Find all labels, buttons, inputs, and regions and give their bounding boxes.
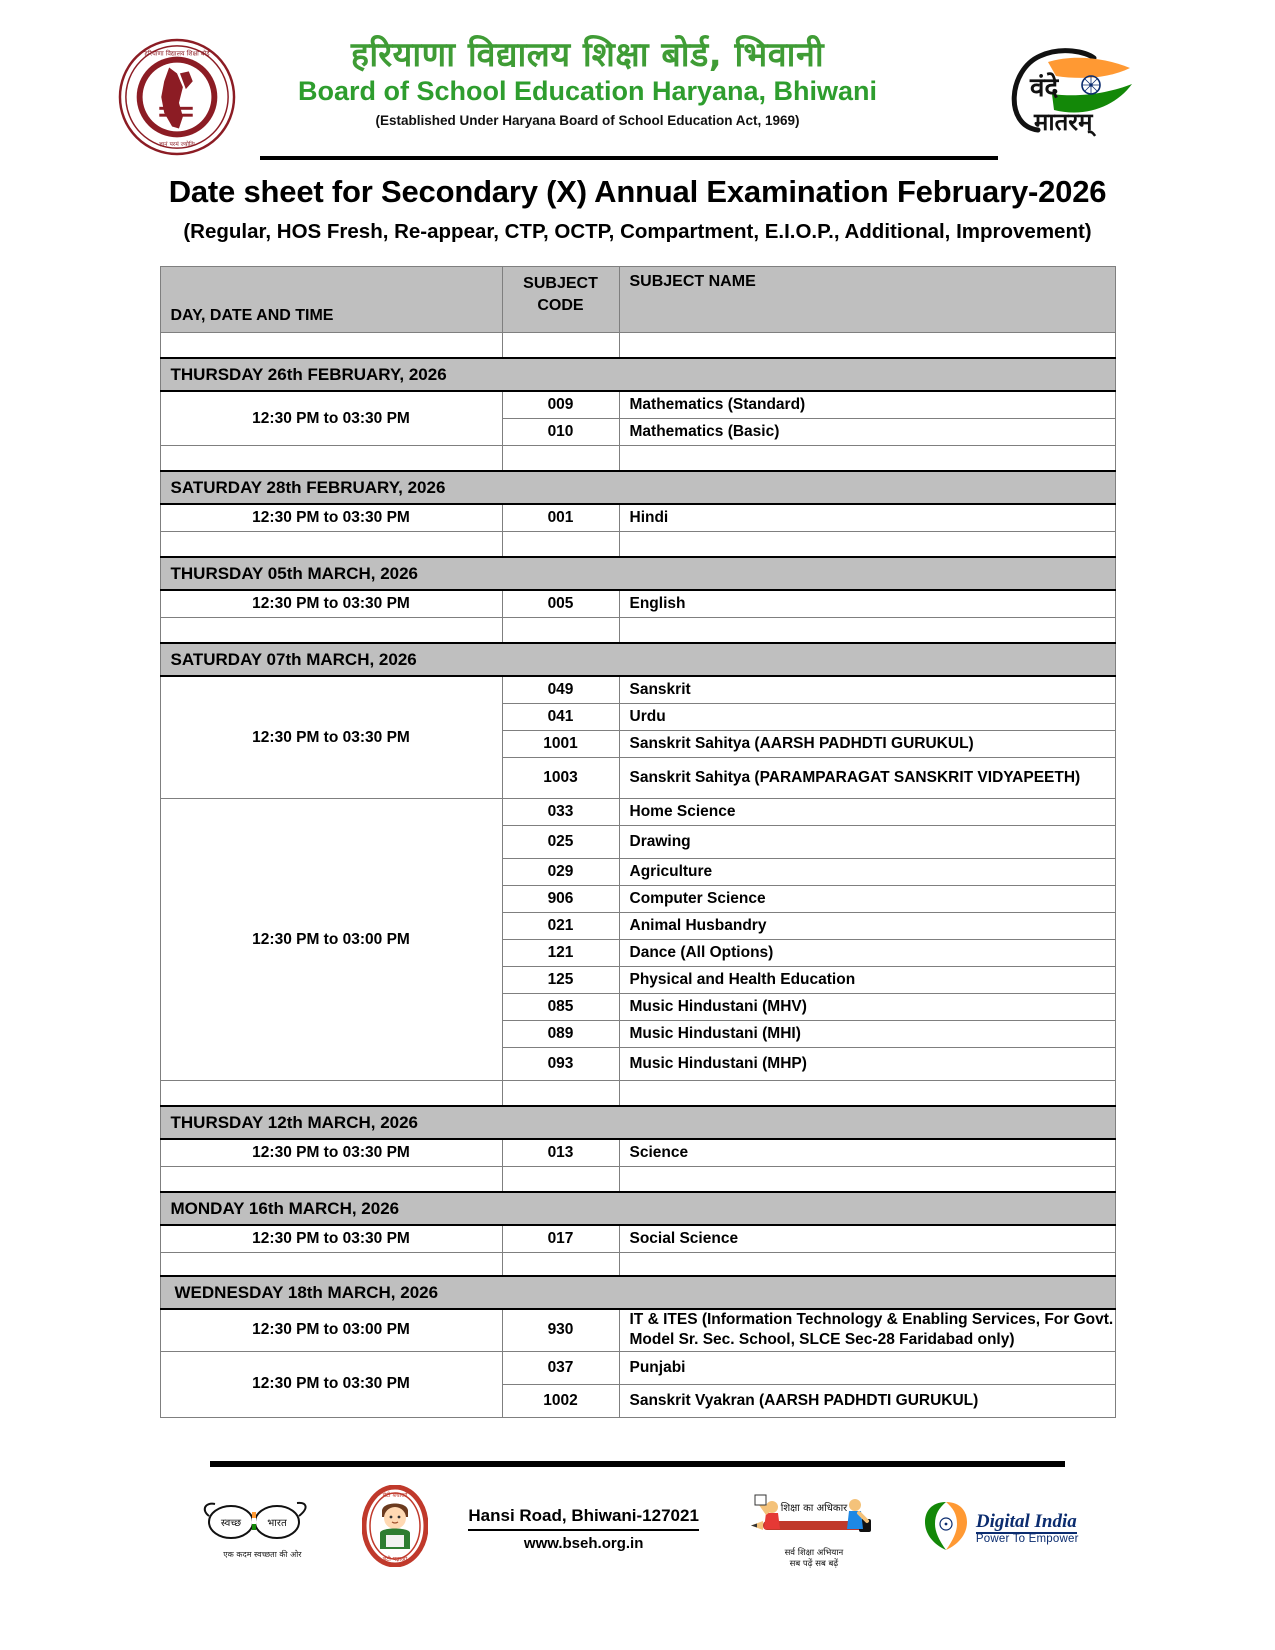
spacer-cell bbox=[502, 1081, 619, 1107]
subject-name: Music Hindustani (MHI) bbox=[619, 1021, 1115, 1048]
exam-time: 12:30 PM to 03:30 PM bbox=[160, 504, 502, 532]
table-row bbox=[160, 676, 1115, 704]
svg-text:वंदे: वंदे bbox=[1029, 73, 1058, 103]
subject-name: Music Hindustani (MHV) bbox=[619, 994, 1115, 1021]
table-row bbox=[160, 391, 1115, 419]
footer-divider bbox=[210, 1461, 1065, 1467]
subject-name: Dance (All Options) bbox=[619, 940, 1115, 967]
subject-name: Sanskrit Vyakran (AARSH PADHDTI GURUKUL) bbox=[619, 1384, 1115, 1417]
subject-name: Mathematics (Basic) bbox=[619, 419, 1115, 446]
subject-code: 089 bbox=[502, 1021, 619, 1048]
right-to-education-logo-icon bbox=[739, 1487, 889, 1569]
subject-name: Mathematics (Standard) bbox=[619, 391, 1115, 419]
day-header-row bbox=[160, 1276, 1115, 1309]
table-row bbox=[160, 1309, 1115, 1351]
exam-time: 12:30 PM to 03:00 PM bbox=[160, 1309, 502, 1351]
exam-time: 12:30 PM to 03:30 PM bbox=[160, 1351, 502, 1417]
day-header-row bbox=[160, 471, 1115, 504]
subject-code: 001 bbox=[502, 504, 619, 532]
spacer-cell bbox=[502, 618, 619, 644]
column-header-subject-code-line1: SUBJECT bbox=[523, 275, 598, 292]
subject-code: 029 bbox=[502, 859, 619, 886]
svg-text:हरियाणा विद्यालय शिक्षा बोर्ड: हरियाणा विद्यालय शिक्षा बोर्ड bbox=[143, 49, 210, 58]
subject-name: Computer Science bbox=[619, 886, 1115, 913]
spacer-row bbox=[160, 618, 1115, 644]
subject-name: Urdu bbox=[619, 704, 1115, 731]
subject-code: 025 bbox=[502, 826, 619, 859]
spacer-row bbox=[160, 333, 1115, 359]
website-url[interactable]: www.bseh.org.in bbox=[523, 1534, 644, 1552]
subject-code: 1002 bbox=[502, 1384, 619, 1417]
document-header bbox=[0, 0, 1275, 160]
spacer-row bbox=[160, 446, 1115, 472]
subject-name: Home Science bbox=[619, 799, 1115, 826]
spacer-row bbox=[160, 1253, 1115, 1277]
svg-text:भारत: भारत bbox=[267, 1517, 288, 1529]
subject-code: 093 bbox=[502, 1048, 619, 1081]
spacer-cell bbox=[160, 446, 502, 472]
day-header-row bbox=[160, 1106, 1115, 1139]
footer-address bbox=[462, 1506, 705, 1552]
table-row bbox=[160, 1351, 1115, 1384]
svg-text:शिक्षा का अधिकार: शिक्षा का अधिकार bbox=[780, 1503, 848, 1515]
table-row bbox=[160, 799, 1115, 826]
column-header-subject-code bbox=[502, 267, 619, 333]
spacer-cell bbox=[619, 333, 1115, 359]
digital-india-text bbox=[976, 1512, 1079, 1545]
column-header-subject-name: SUBJECT NAME bbox=[619, 267, 1115, 333]
digital-india-tagline: Power To Empower bbox=[975, 1532, 1079, 1545]
spacer-cell bbox=[619, 618, 1115, 644]
day-header-label: SATURDAY 07th MARCH, 2026 bbox=[160, 643, 1115, 676]
day-header-row bbox=[160, 643, 1115, 676]
subject-name: Sanskrit Sahitya (AARSH PADHDTI GURUKUL) bbox=[619, 731, 1115, 758]
spacer-cell bbox=[160, 333, 502, 359]
exam-time: 12:30 PM to 03:30 PM bbox=[160, 1225, 502, 1253]
spacer-cell bbox=[502, 333, 619, 359]
table-row bbox=[160, 1139, 1115, 1167]
spacer-row bbox=[160, 532, 1115, 558]
exam-time: 12:30 PM to 03:30 PM bbox=[160, 676, 502, 799]
spacer-cell bbox=[502, 1253, 619, 1277]
spacer-cell bbox=[619, 446, 1115, 472]
rte-caption-line2: सब पढ़ें सब बढ़ें bbox=[789, 1559, 839, 1569]
subject-code: 037 bbox=[502, 1351, 619, 1384]
exam-time: 12:30 PM to 03:30 PM bbox=[160, 391, 502, 446]
vande-mataram-flag-icon bbox=[990, 34, 1140, 152]
subject-name: Hindi bbox=[619, 504, 1115, 532]
exam-time: 12:30 PM to 03:30 PM bbox=[160, 590, 502, 618]
rte-caption-line1: सर्व शिक्षा अभियान bbox=[784, 1548, 844, 1559]
svg-text:ज्ञानं परमं ज्योतिः: ज्ञानं परमं ज्योतिः bbox=[158, 142, 195, 149]
subject-code: 125 bbox=[502, 967, 619, 994]
spacer-cell bbox=[160, 1253, 502, 1277]
board-established-note: (Established Under Haryana Board of School Education Act, 1969) bbox=[375, 113, 800, 129]
subject-name: Science bbox=[619, 1139, 1115, 1167]
digital-india-title: Digital India bbox=[975, 1511, 1077, 1533]
digital-india-icon bbox=[923, 1498, 969, 1559]
board-name-block bbox=[258, 36, 918, 128]
subject-code: 085 bbox=[502, 994, 619, 1021]
day-header-label: THURSDAY 05th MARCH, 2026 bbox=[160, 557, 1115, 590]
spacer-cell bbox=[160, 618, 502, 644]
spacer-row bbox=[160, 1081, 1115, 1107]
subject-code: 1001 bbox=[502, 731, 619, 758]
address-line: Hansi Road, Bhiwani-127021 bbox=[468, 1506, 699, 1531]
subject-name: Music Hindustani (MHP) bbox=[619, 1048, 1115, 1081]
swachh-bharat-caption: एक कदम स्वच्छता की ओर bbox=[223, 1549, 302, 1559]
subject-code: 021 bbox=[502, 913, 619, 940]
board-name-hindi: हरियाणा विद्यालय शिक्षा बोर्ड, भिवानी bbox=[350, 35, 825, 75]
table-row bbox=[160, 1225, 1115, 1253]
spacer-cell bbox=[619, 1253, 1115, 1277]
subject-name: IT & ITES (Information Technology & Enabling Services, For Govt. Model Sr. Sec. School, SLCE Sec-28 Faridabad only) bbox=[619, 1309, 1115, 1351]
spacer-cell bbox=[502, 1167, 619, 1193]
day-header-label: SATURDAY 28th FEBRUARY, 2026 bbox=[160, 471, 1115, 504]
day-header-label: WEDNESDAY 18th MARCH, 2026 bbox=[160, 1276, 1115, 1309]
spacer-cell bbox=[619, 532, 1115, 558]
day-header-label: THURSDAY 26th FEBRUARY, 2026 bbox=[160, 358, 1115, 391]
day-header-label: MONDAY 16th MARCH, 2026 bbox=[160, 1192, 1115, 1225]
subject-name: Punjabi bbox=[619, 1351, 1115, 1384]
subject-code: 930 bbox=[502, 1309, 619, 1351]
column-header-subject-code-line2: CODE bbox=[537, 296, 584, 314]
page-subtitle: (Regular, HOS Fresh, Re-appear, CTP, OCTP, Compartment, E.I.O.P., Additional, Improvement) bbox=[183, 220, 1092, 243]
rte-caption bbox=[739, 1548, 889, 1569]
subject-name: Sanskrit Sahitya (PARAMPARAGAT SANSKRIT VIDYAPEETH) bbox=[619, 758, 1115, 799]
digital-india-logo bbox=[923, 1498, 1079, 1559]
spacer-cell bbox=[160, 1081, 502, 1107]
day-header-row bbox=[160, 358, 1115, 391]
spacer-row bbox=[160, 1167, 1115, 1193]
subject-name: Social Science bbox=[619, 1225, 1115, 1253]
svg-text:बेटी पढ़ाओ: बेटी पढ़ाओ bbox=[383, 1556, 408, 1563]
subject-code: 1003 bbox=[502, 758, 619, 799]
date-sheet-table bbox=[160, 266, 1116, 1418]
spacer-cell bbox=[160, 532, 502, 558]
subject-name: Physical and Health Education bbox=[619, 967, 1115, 994]
exam-time: 12:30 PM to 03:00 PM bbox=[160, 799, 502, 1081]
table-header-row bbox=[160, 267, 1115, 333]
subject-code: 005 bbox=[502, 590, 619, 618]
spacer-cell bbox=[502, 532, 619, 558]
subject-code: 033 bbox=[502, 799, 619, 826]
swachh-bharat-logo-icon bbox=[196, 1498, 328, 1560]
svg-text:स्वच्छ: स्वच्छ bbox=[221, 1517, 242, 1529]
page-title: Date sheet for Secondary (X) Annual Examination February-2026 bbox=[168, 174, 1107, 209]
subject-name: Drawing bbox=[619, 826, 1115, 859]
beti-bachao-beti-padhao-logo-icon bbox=[362, 1485, 428, 1572]
svg-text:मातरम्: मातरम् bbox=[1033, 108, 1092, 136]
table-row bbox=[160, 504, 1115, 532]
subject-code: 906 bbox=[502, 886, 619, 913]
day-header-row bbox=[160, 557, 1115, 590]
day-header-row bbox=[160, 1192, 1115, 1225]
subject-code: 049 bbox=[502, 676, 619, 704]
subject-name: Animal Husbandry bbox=[619, 913, 1115, 940]
subject-name: English bbox=[619, 590, 1115, 618]
subject-code: 010 bbox=[502, 419, 619, 446]
spacer-cell bbox=[502, 446, 619, 472]
subject-name: Sanskrit bbox=[619, 676, 1115, 704]
bseh-board-logo-icon bbox=[118, 38, 236, 156]
subject-name: Agriculture bbox=[619, 859, 1115, 886]
table-row bbox=[160, 590, 1115, 618]
subject-code: 017 bbox=[502, 1225, 619, 1253]
subject-code: 013 bbox=[502, 1139, 619, 1167]
svg-text:बेटी बचाओ: बेटी बचाओ bbox=[382, 1492, 408, 1499]
header-divider bbox=[260, 156, 998, 160]
subject-code: 009 bbox=[502, 391, 619, 419]
subject-code: 121 bbox=[502, 940, 619, 967]
exam-time: 12:30 PM to 03:30 PM bbox=[160, 1139, 502, 1167]
board-name-english: Board of School Education Haryana, Bhiwani bbox=[297, 76, 878, 107]
spacer-cell bbox=[619, 1167, 1115, 1193]
document-footer bbox=[0, 1461, 1275, 1572]
spacer-cell bbox=[619, 1081, 1115, 1107]
subject-code: 041 bbox=[502, 704, 619, 731]
column-header-day-date-time: DAY, DATE AND TIME bbox=[160, 267, 502, 333]
day-header-label: THURSDAY 12th MARCH, 2026 bbox=[160, 1106, 1115, 1139]
spacer-cell bbox=[160, 1167, 502, 1193]
